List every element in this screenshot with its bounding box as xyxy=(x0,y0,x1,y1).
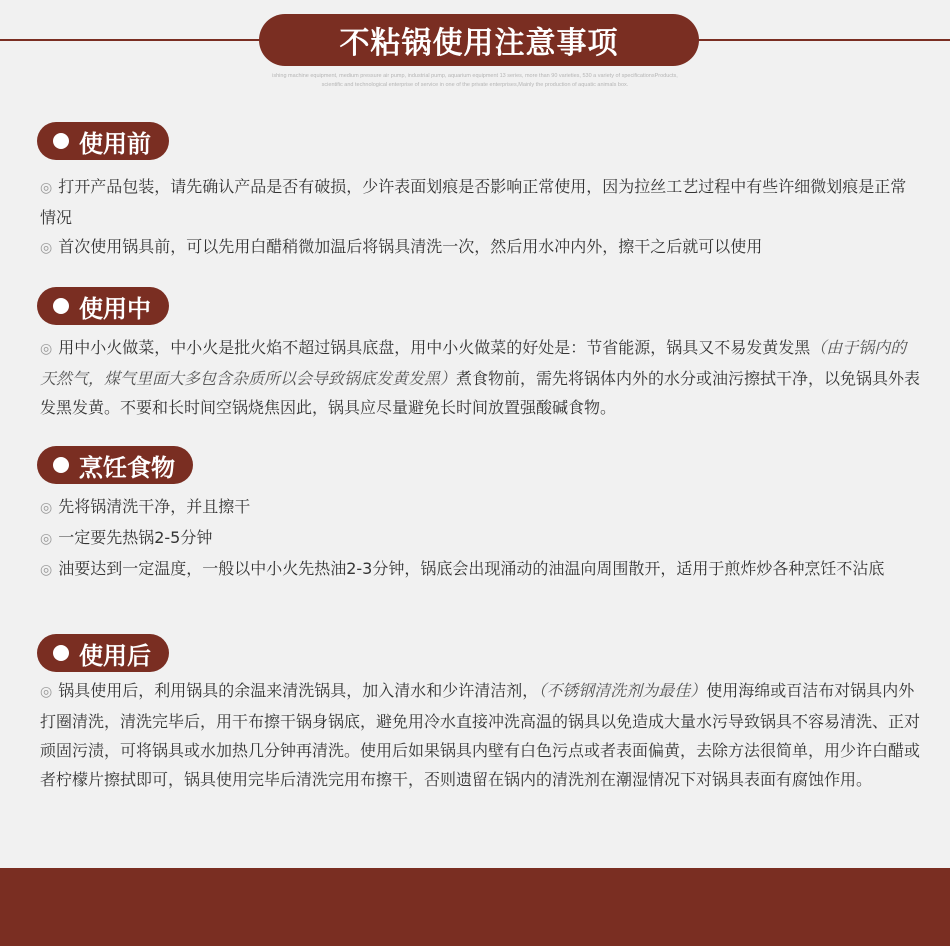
bullet-dot-icon xyxy=(53,133,69,149)
paragraph-text: 先将锅清洗干净，并且擦干 xyxy=(58,497,251,516)
paragraph-text: 使用海绵或百洁布对锅具内外打圈清洗，清洗完毕后，用干布擦干锅身锅底，避免用冷水直接冲洗高温的锅具以免造成大量水污导致锅具不容易清洗、正对顽固污渍，可将锅具或水加热几分钟再清洗。使用后如果锅具内壁有白色污点或者表面偏黄，去除方法很简单，用少许白醋或者柠檬片擦拭即可，锅具使用完毕后清洗完用布擦干，否则遗留在锅内的清洗剂在潮湿情况下对锅具表面有腐蚀作用。 xyxy=(40,681,921,789)
paragraph-text: 煮食物前，需先将锅体内外的水分或油污擦拭干净，以免锅具外表发黑发黄。不要和长时间空锅烧焦因此，锅具应尽量避免长时间放置强酸碱食物。 xyxy=(40,369,921,417)
section-body xyxy=(40,492,922,585)
section-heading-during-use xyxy=(37,287,169,325)
paragraph xyxy=(40,232,922,263)
circle-bullet-icon: ◎ xyxy=(40,500,53,516)
bullet-dot-icon xyxy=(53,457,69,473)
section-body xyxy=(40,333,922,422)
subtitle-line-1: ishing machine equipment, medium pressure air pump, industrial pump, aquarium equipment 13 series, more than 90 varieties, 530 a variety of specificationsProducts, xyxy=(272,73,678,79)
paragraph-text: 首次使用锅具前，可以先用白醋稍微加温后将锅具清洗一次，然后用水冲内外，擦干之后就可以使用 xyxy=(58,237,763,256)
circle-bullet-icon: ◎ xyxy=(40,531,53,547)
paragraph-note: （由于锅内的天然气，煤气里面大多包含杂质所以会导致锅底发黄发黑） xyxy=(40,338,907,388)
paragraph-text: 锅具使用后，利用锅具的余温来清洗锅具，加入清水和少许清洁剂， xyxy=(58,681,539,700)
circle-bullet-icon: ◎ xyxy=(40,562,53,578)
bullet-dot-icon xyxy=(53,298,69,314)
footer-band xyxy=(0,868,950,946)
section-heading-before-use xyxy=(37,122,169,160)
paragraph-text: 油要达到一定温度，一般以中小火先热油2-3分钟，锅底会出现涌动的油温向周围散开，适用于煎炸炒各种烹饪不沾底 xyxy=(58,559,885,578)
subtitle-line-2: scientific and technological enterprise of service in one of the private enterprises,Mainly the production of aquatic animals box. xyxy=(321,82,629,88)
bullet-dot-icon xyxy=(53,645,69,661)
section-body xyxy=(40,172,922,263)
paragraph xyxy=(40,554,922,585)
section-heading-label: 使用中 xyxy=(79,294,151,323)
paragraph-text: 一定要先热锅2-5分钟 xyxy=(58,528,213,547)
paragraph-note: （不锈钢清洗剂为最佳） xyxy=(538,681,707,700)
page-title: 不粘锅使用注意事项 xyxy=(259,14,699,66)
paragraph xyxy=(40,523,922,554)
circle-bullet-icon: ◎ xyxy=(40,240,53,256)
section-body xyxy=(40,676,922,794)
circle-bullet-icon: ◎ xyxy=(40,180,53,196)
paragraph xyxy=(40,333,922,422)
paragraph xyxy=(40,492,922,523)
section-heading-label: 使用前 xyxy=(79,129,151,158)
paragraph xyxy=(40,172,922,232)
circle-bullet-icon: ◎ xyxy=(40,341,53,357)
section-heading-cooking xyxy=(37,446,193,484)
paragraph-text: 用中小火做菜，中小火是批火焰不超过锅具底盘，用中小火做菜的好处是：节省能源，锅具又不易发黄发黑 xyxy=(58,338,811,357)
section-heading-after-use xyxy=(37,634,169,672)
paragraph xyxy=(40,676,922,794)
paragraph-text: 打开产品包装，请先确认产品是否有破损，少许表面划痕是否影响正常使用，因为拉丝工艺过程中有些许细微划痕是正常情况 xyxy=(40,177,907,227)
section-heading-label: 烹饪食物 xyxy=(79,453,175,482)
circle-bullet-icon: ◎ xyxy=(40,684,53,700)
section-heading-label: 使用后 xyxy=(79,641,151,670)
subtitle-text xyxy=(150,72,800,90)
